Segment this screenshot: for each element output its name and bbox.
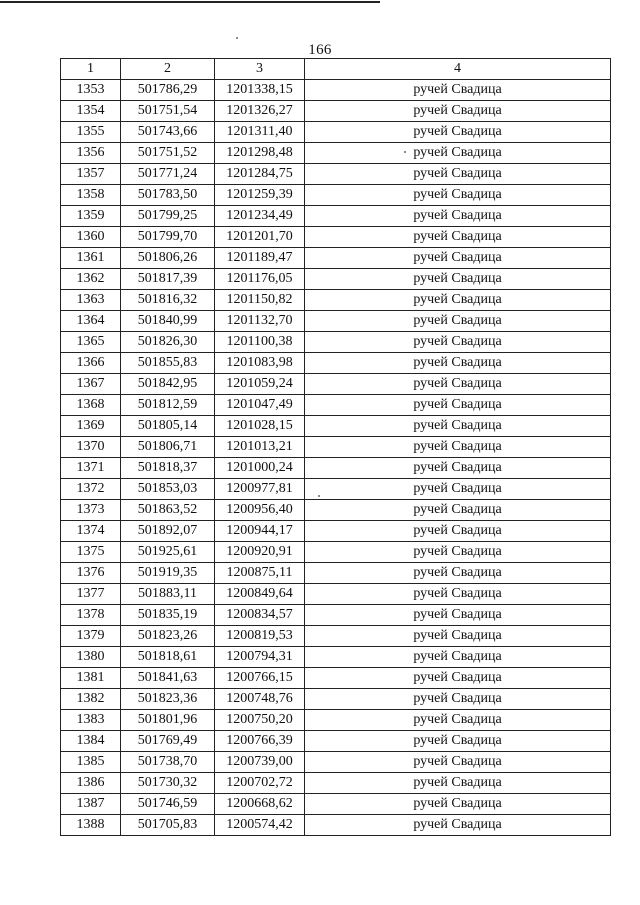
y-coordinate-cell: 1201311,40 bbox=[215, 122, 305, 143]
row-number-cell: 1376 bbox=[61, 563, 121, 584]
object-name-cell: ручей Свадица bbox=[305, 332, 611, 353]
object-name-cell: ручей Свадица bbox=[305, 815, 611, 836]
table-row bbox=[61, 584, 611, 605]
row-number-cell: 1371 bbox=[61, 458, 121, 479]
table-row bbox=[61, 815, 611, 836]
y-coordinate-cell: 1200834,57 bbox=[215, 605, 305, 626]
object-name-cell: ручей Свадица bbox=[305, 269, 611, 290]
y-coordinate-cell: 1201150,82 bbox=[215, 290, 305, 311]
x-coordinate-cell: 501816,32 bbox=[121, 290, 215, 311]
row-number-cell: 1380 bbox=[61, 647, 121, 668]
x-coordinate-cell: 501853,03 bbox=[121, 479, 215, 500]
y-coordinate-cell: 1200875,11 bbox=[215, 563, 305, 584]
object-name-cell: ручей Свадица bbox=[305, 143, 611, 164]
column-header-2: 2 bbox=[121, 59, 215, 80]
object-name-cell: ручей Свадица bbox=[305, 395, 611, 416]
y-coordinate-cell: 1200702,72 bbox=[215, 773, 305, 794]
page-number: 166 bbox=[308, 42, 332, 58]
object-name-cell: ручей Свадица bbox=[305, 311, 611, 332]
row-number-cell: 1356 bbox=[61, 143, 121, 164]
object-name-cell: ручей Свадица bbox=[305, 458, 611, 479]
row-number-cell: 1384 bbox=[61, 731, 121, 752]
x-coordinate-cell: 501818,61 bbox=[121, 647, 215, 668]
y-coordinate-cell: 1200977,81 bbox=[215, 479, 305, 500]
row-number-cell: 1379 bbox=[61, 626, 121, 647]
y-coordinate-cell: 1201000,24 bbox=[215, 458, 305, 479]
object-name-cell: ручей Свадица bbox=[305, 374, 611, 395]
object-name-cell: ручей Свадица bbox=[305, 794, 611, 815]
table-row bbox=[61, 521, 611, 542]
object-name-cell: ручей Свадица bbox=[305, 122, 611, 143]
object-name-cell: ручей Свадица bbox=[305, 626, 611, 647]
coordinates-table bbox=[60, 58, 611, 836]
object-name-cell: ручей Свадица bbox=[305, 731, 611, 752]
object-name-cell: ручей Свадица bbox=[305, 479, 611, 500]
y-coordinate-cell: 1200794,31 bbox=[215, 647, 305, 668]
x-coordinate-cell: 501769,49 bbox=[121, 731, 215, 752]
row-number-cell: 1361 bbox=[61, 248, 121, 269]
row-number-cell: 1387 bbox=[61, 794, 121, 815]
object-name-cell: ручей Свадица bbox=[305, 185, 611, 206]
table-row bbox=[61, 605, 611, 626]
column-header-1: 1 bbox=[61, 59, 121, 80]
y-coordinate-cell: 1200920,91 bbox=[215, 542, 305, 563]
table-row bbox=[61, 395, 611, 416]
table-header-row bbox=[61, 59, 611, 80]
object-name-cell: ручей Свадица bbox=[305, 101, 611, 122]
object-name-cell: ручей Свадица bbox=[305, 164, 611, 185]
object-name-cell: ручей Свадица bbox=[305, 689, 611, 710]
x-coordinate-cell: 501799,70 bbox=[121, 227, 215, 248]
y-coordinate-cell: 1201189,47 bbox=[215, 248, 305, 269]
table-row bbox=[61, 80, 611, 101]
x-coordinate-cell: 501883,11 bbox=[121, 584, 215, 605]
y-coordinate-cell: 1200739,00 bbox=[215, 752, 305, 773]
y-coordinate-cell: 1201259,39 bbox=[215, 185, 305, 206]
x-coordinate-cell: 501840,99 bbox=[121, 311, 215, 332]
x-coordinate-cell: 501751,54 bbox=[121, 101, 215, 122]
x-coordinate-cell: 501705,83 bbox=[121, 815, 215, 836]
table-row bbox=[61, 647, 611, 668]
table-row bbox=[61, 416, 611, 437]
y-coordinate-cell: 1200956,40 bbox=[215, 500, 305, 521]
x-coordinate-cell: 501771,24 bbox=[121, 164, 215, 185]
table-row bbox=[61, 458, 611, 479]
object-name-cell: ручей Свадица bbox=[305, 437, 611, 458]
table-row bbox=[61, 794, 611, 815]
object-name-cell: ручей Свадица bbox=[305, 248, 611, 269]
row-number-cell: 1359 bbox=[61, 206, 121, 227]
row-number-cell: 1386 bbox=[61, 773, 121, 794]
x-coordinate-cell: 501835,19 bbox=[121, 605, 215, 626]
row-number-cell: 1369 bbox=[61, 416, 121, 437]
object-name-cell: ручей Свадица bbox=[305, 752, 611, 773]
object-name-cell: ручей Свадица bbox=[305, 521, 611, 542]
y-coordinate-cell: 1200766,39 bbox=[215, 731, 305, 752]
object-name-cell: ручей Свадица bbox=[305, 563, 611, 584]
table-row bbox=[61, 626, 611, 647]
row-number-cell: 1373 bbox=[61, 500, 121, 521]
x-coordinate-cell: 501812,59 bbox=[121, 395, 215, 416]
x-coordinate-cell: 501801,96 bbox=[121, 710, 215, 731]
x-coordinate-cell: 501738,70 bbox=[121, 752, 215, 773]
table-row bbox=[61, 248, 611, 269]
x-coordinate-cell: 501783,50 bbox=[121, 185, 215, 206]
y-coordinate-cell: 1200819,53 bbox=[215, 626, 305, 647]
scan-speck bbox=[404, 151, 406, 153]
table-row bbox=[61, 710, 611, 731]
table-row bbox=[61, 773, 611, 794]
y-coordinate-cell: 1201338,15 bbox=[215, 80, 305, 101]
y-coordinate-cell: 1201234,49 bbox=[215, 206, 305, 227]
table-row bbox=[61, 143, 611, 164]
row-number-cell: 1382 bbox=[61, 689, 121, 710]
object-name-cell: ручей Свадица bbox=[305, 416, 611, 437]
x-coordinate-cell: 501746,59 bbox=[121, 794, 215, 815]
table-row bbox=[61, 437, 611, 458]
row-number-cell: 1375 bbox=[61, 542, 121, 563]
object-name-cell: ручей Свадица bbox=[305, 605, 611, 626]
y-coordinate-cell: 1200944,17 bbox=[215, 521, 305, 542]
x-coordinate-cell: 501919,35 bbox=[121, 563, 215, 584]
table-row bbox=[61, 731, 611, 752]
object-name-cell: ручей Свадица bbox=[305, 668, 611, 689]
x-coordinate-cell: 501743,66 bbox=[121, 122, 215, 143]
y-coordinate-cell: 1200668,62 bbox=[215, 794, 305, 815]
table-row bbox=[61, 332, 611, 353]
column-header-4: 4 bbox=[305, 59, 611, 80]
x-coordinate-cell: 501751,52 bbox=[121, 143, 215, 164]
column-header-3: 3 bbox=[215, 59, 305, 80]
y-coordinate-cell: 1201132,70 bbox=[215, 311, 305, 332]
row-number-cell: 1378 bbox=[61, 605, 121, 626]
scan-speck bbox=[318, 495, 320, 497]
table-row bbox=[61, 479, 611, 500]
y-coordinate-cell: 1200849,64 bbox=[215, 584, 305, 605]
x-coordinate-cell: 501823,36 bbox=[121, 689, 215, 710]
x-coordinate-cell: 501823,26 bbox=[121, 626, 215, 647]
table-row bbox=[61, 122, 611, 143]
y-coordinate-cell: 1200750,20 bbox=[215, 710, 305, 731]
table-row bbox=[61, 269, 611, 290]
y-coordinate-cell: 1201047,49 bbox=[215, 395, 305, 416]
x-coordinate-cell: 501925,61 bbox=[121, 542, 215, 563]
scan-edge-line bbox=[0, 1, 380, 3]
x-coordinate-cell: 501799,25 bbox=[121, 206, 215, 227]
row-number-cell: 1370 bbox=[61, 437, 121, 458]
object-name-cell: ручей Свадица bbox=[305, 80, 611, 101]
object-name-cell: ручей Свадица bbox=[305, 500, 611, 521]
y-coordinate-cell: 1201059,24 bbox=[215, 374, 305, 395]
row-number-cell: 1357 bbox=[61, 164, 121, 185]
x-coordinate-cell: 501841,63 bbox=[121, 668, 215, 689]
table-row bbox=[61, 227, 611, 248]
row-number-cell: 1363 bbox=[61, 290, 121, 311]
row-number-cell: 1358 bbox=[61, 185, 121, 206]
x-coordinate-cell: 501892,07 bbox=[121, 521, 215, 542]
row-number-cell: 1367 bbox=[61, 374, 121, 395]
x-coordinate-cell: 501818,37 bbox=[121, 458, 215, 479]
table-row bbox=[61, 563, 611, 584]
table-row bbox=[61, 374, 611, 395]
x-coordinate-cell: 501786,29 bbox=[121, 80, 215, 101]
table-row bbox=[61, 668, 611, 689]
row-number-cell: 1360 bbox=[61, 227, 121, 248]
y-coordinate-cell: 1201100,38 bbox=[215, 332, 305, 353]
table-row bbox=[61, 353, 611, 374]
row-number-cell: 1377 bbox=[61, 584, 121, 605]
object-name-cell: ручей Свадица bbox=[305, 353, 611, 374]
y-coordinate-cell: 1200766,15 bbox=[215, 668, 305, 689]
row-number-cell: 1383 bbox=[61, 710, 121, 731]
row-number-cell: 1353 bbox=[61, 80, 121, 101]
x-coordinate-cell: 501730,32 bbox=[121, 773, 215, 794]
object-name-cell: ручей Свадица bbox=[305, 206, 611, 227]
y-coordinate-cell: 1201083,98 bbox=[215, 353, 305, 374]
x-coordinate-cell: 501806,71 bbox=[121, 437, 215, 458]
row-number-cell: 1354 bbox=[61, 101, 121, 122]
object-name-cell: ручей Свадица bbox=[305, 710, 611, 731]
object-name-cell: ручей Свадица bbox=[305, 542, 611, 563]
table-row bbox=[61, 311, 611, 332]
x-coordinate-cell: 501806,26 bbox=[121, 248, 215, 269]
scan-speck bbox=[236, 37, 238, 39]
object-name-cell: ручей Свадица bbox=[305, 227, 611, 248]
x-coordinate-cell: 501805,14 bbox=[121, 416, 215, 437]
object-name-cell: ручей Свадица bbox=[305, 290, 611, 311]
x-coordinate-cell: 501842,95 bbox=[121, 374, 215, 395]
table-row bbox=[61, 752, 611, 773]
row-number-cell: 1368 bbox=[61, 395, 121, 416]
y-coordinate-cell: 1201298,48 bbox=[215, 143, 305, 164]
table-row bbox=[61, 164, 611, 185]
row-number-cell: 1374 bbox=[61, 521, 121, 542]
table-row bbox=[61, 689, 611, 710]
row-number-cell: 1366 bbox=[61, 353, 121, 374]
row-number-cell: 1381 bbox=[61, 668, 121, 689]
row-number-cell: 1388 bbox=[61, 815, 121, 836]
table-row bbox=[61, 206, 611, 227]
y-coordinate-cell: 1201013,21 bbox=[215, 437, 305, 458]
object-name-cell: ручей Свадица bbox=[305, 584, 611, 605]
y-coordinate-cell: 1201201,70 bbox=[215, 227, 305, 248]
x-coordinate-cell: 501826,30 bbox=[121, 332, 215, 353]
y-coordinate-cell: 1200574,42 bbox=[215, 815, 305, 836]
x-coordinate-cell: 501855,83 bbox=[121, 353, 215, 374]
table-row bbox=[61, 290, 611, 311]
y-coordinate-cell: 1201326,27 bbox=[215, 101, 305, 122]
table-row bbox=[61, 101, 611, 122]
table-body bbox=[61, 80, 611, 836]
table-row bbox=[61, 542, 611, 563]
x-coordinate-cell: 501817,39 bbox=[121, 269, 215, 290]
object-name-cell: ручей Свадица bbox=[305, 773, 611, 794]
row-number-cell: 1355 bbox=[61, 122, 121, 143]
y-coordinate-cell: 1200748,76 bbox=[215, 689, 305, 710]
table-row bbox=[61, 185, 611, 206]
y-coordinate-cell: 1201176,05 bbox=[215, 269, 305, 290]
row-number-cell: 1362 bbox=[61, 269, 121, 290]
y-coordinate-cell: 1201284,75 bbox=[215, 164, 305, 185]
table-row bbox=[61, 500, 611, 521]
row-number-cell: 1385 bbox=[61, 752, 121, 773]
row-number-cell: 1365 bbox=[61, 332, 121, 353]
row-number-cell: 1372 bbox=[61, 479, 121, 500]
row-number-cell: 1364 bbox=[61, 311, 121, 332]
y-coordinate-cell: 1201028,15 bbox=[215, 416, 305, 437]
x-coordinate-cell: 501863,52 bbox=[121, 500, 215, 521]
object-name-cell: ручей Свадица bbox=[305, 647, 611, 668]
